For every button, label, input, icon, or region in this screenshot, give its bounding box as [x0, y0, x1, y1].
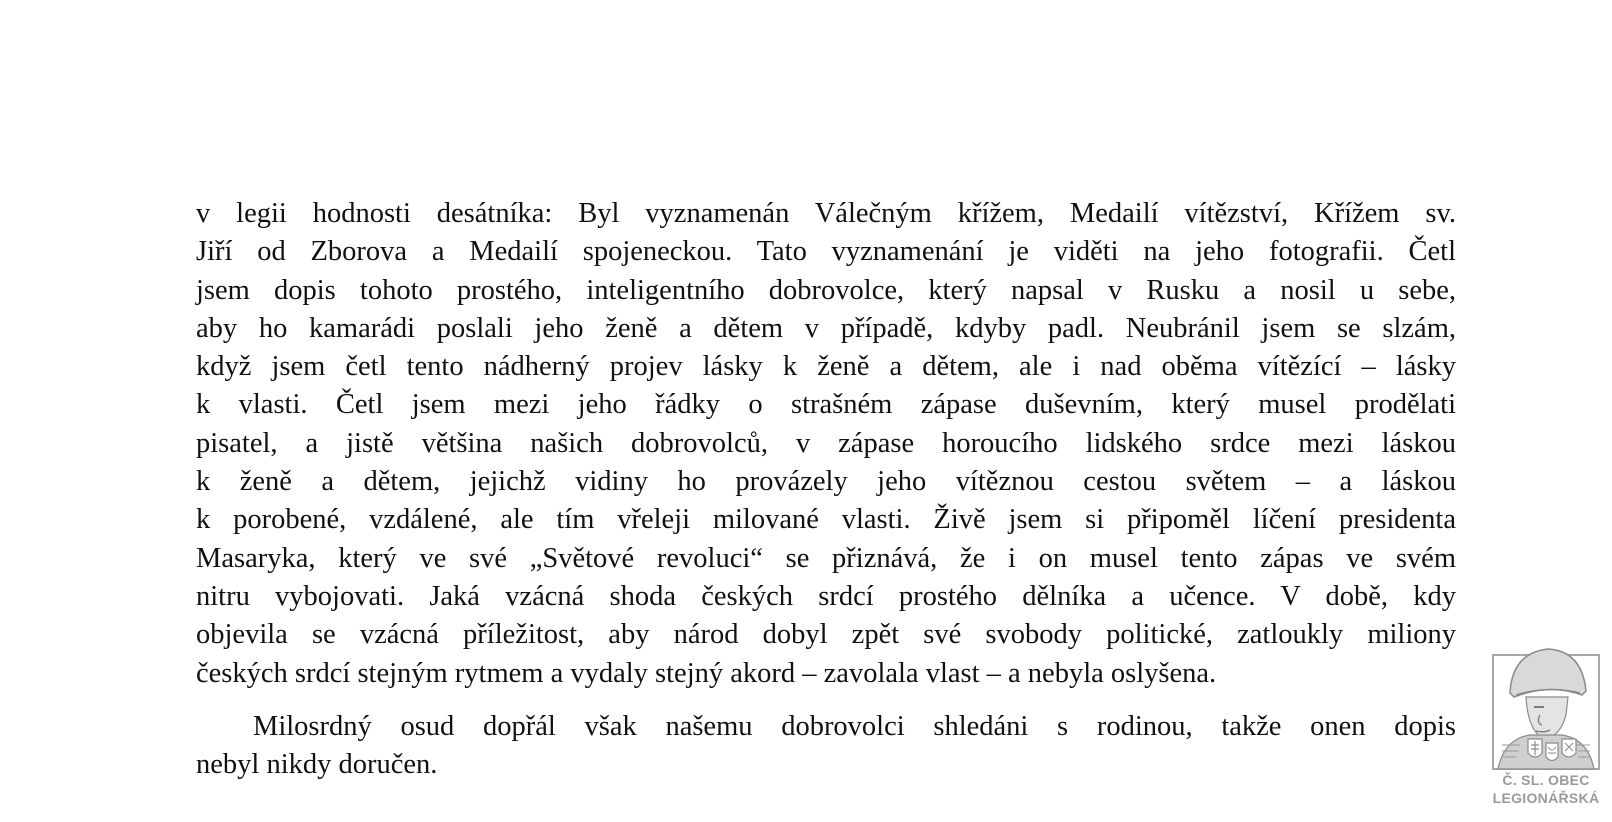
text-line: k porobené, vzdálené, ale tím vřeleji milované vlasti. Živě jsem si připoměl líčení presidenta — [196, 504, 1456, 536]
text-line: když jsem četl tento nádherný projev lásky k ženě a dětem, ale i nad oběma vítězící – lásky — [196, 351, 1456, 383]
legionnaire-emblem-icon — [1490, 635, 1602, 771]
logo-caption-top: Č. SL. OBEC — [1502, 772, 1590, 788]
text-line: v legii hodnosti desátníka: Byl vyznamenán Válečným křížem, Medailí vítězství, Křížem sv. — [196, 198, 1456, 229]
text-line: pisatel, a jistě většina našich dobrovolců, v zápase horoucího lidského srdce mezi láskou — [196, 427, 1456, 459]
text-line: Milosrdný osud dopřál však našemu dobrovolci shledáni s rodinou, takže onen dopis — [253, 710, 1456, 742]
paragraph-spacer — [196, 693, 1456, 708]
text-line: Jiří od Zborova a Medailí spojeneckou. Tato vyznamenání je viděti na jeho fotografii. Četl — [196, 236, 1456, 268]
text-line: k ženě a dětem, jejichž vidiny ho provázely jeho vítěznou cestou světem – a láskou — [196, 466, 1456, 498]
text-line: českých srdcí stejným rytmem a vydaly stejný akord – zavolala vlast – a nebyla oslyšena. — [196, 657, 1217, 689]
text-line: objevila se vzácná příležitost, aby národ dobyl zpět své svobody politické, zatloukly miliony — [196, 619, 1456, 651]
text-line: aby ho kamarádi poslali jeho ženě a dětem v případě, kdyby padl. Neubránil jsem se slzám, — [196, 312, 1456, 344]
obec-legionarska-logo — [1490, 635, 1602, 815]
paragraph-2 — [196, 708, 1456, 785]
text-line: k vlasti. Četl jsem mezi jeho řádky o strašném zápase duševním, který musel prodělati — [196, 389, 1456, 421]
text-line: jsem dopis tohoto prostého, inteligentního dobrovolce, který napsal v Rusku a nosil u sebe, — [196, 274, 1456, 306]
text-line: nebyl nikdy doručen. — [196, 749, 438, 781]
document-body — [196, 195, 1456, 784]
text-line: nitru vybojovati. Jaká vzácná shoda českých srdcí prostého dělníka a učence. V době, kdy — [196, 580, 1456, 612]
paragraph-1 — [196, 195, 1456, 693]
text-line: Masaryka, který ve své „Světové revoluci“ se přiznává, že i on musel tento zápas ve svém — [196, 542, 1456, 574]
logo-caption-bottom: LEGIONÁŘSKÁ — [1492, 790, 1600, 806]
